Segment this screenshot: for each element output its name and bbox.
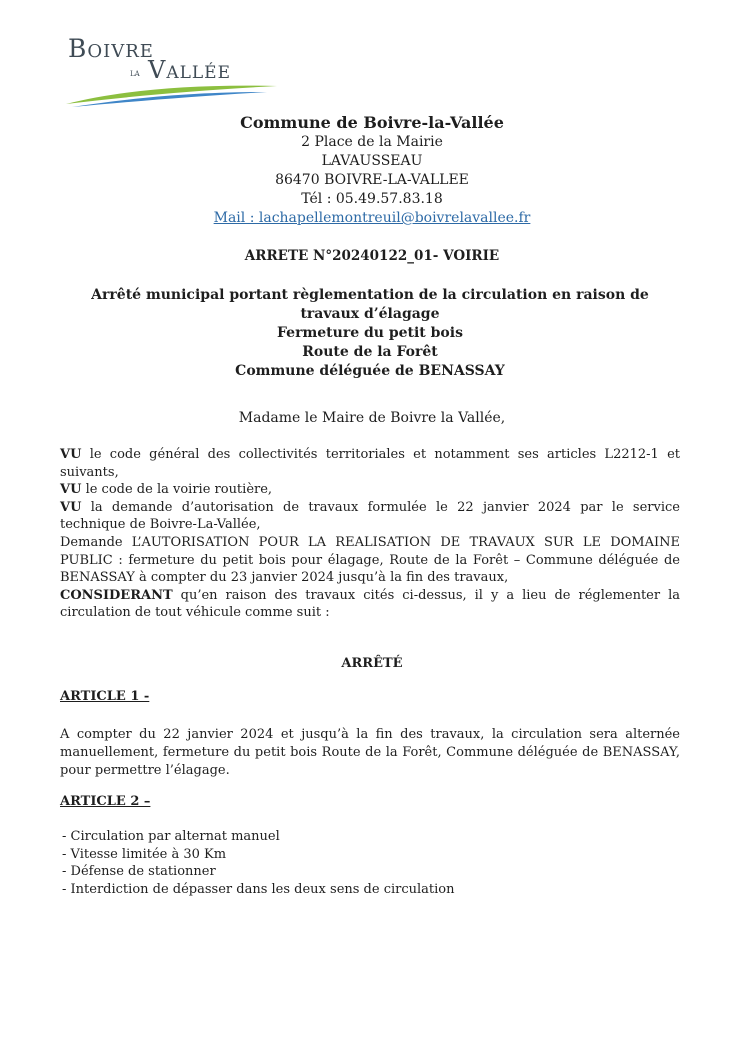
consideration-text: le code de la voirie routière, <box>81 482 273 498</box>
logo-text-vallee: Vallée <box>148 56 232 84</box>
address-line-3: 86470 BOIVRE-LA-VALLEE <box>275 172 469 188</box>
consideration-2 <box>60 481 680 499</box>
consideration-lead: VU <box>60 447 82 462</box>
considerations <box>60 446 680 622</box>
consideration-lead: CONSIDERANT <box>60 587 173 603</box>
consideration-3 <box>60 499 680 534</box>
consideration-text: Demande L’AUTORISATION POUR LA REALISATION DE TRAVAUX SUR LE DOMAINE PUBLIC : fermeture du petit bois pour élagage, Route de la Forêt – Commune déléguée de BENASSAY à compter du 23 janvier 2024 jusqu’à la fin des travaux, <box>60 534 680 586</box>
list-item: - Défense de stationner <box>62 863 455 881</box>
consideration-text: la demande d’autorisation de travaux formulée le 22 janvier 2024 par le service technique de Boivre-La-Vallée, <box>60 499 680 533</box>
consideration-4 <box>60 534 680 587</box>
subject-line-1: Arrêté municipal portant règlementation de la circulation en raison de travaux d’élagage <box>91 287 649 322</box>
phone-number: Tél : 05.49.57.83.18 <box>301 191 443 207</box>
commune-name: Commune de Boivre-la-Vallée <box>240 113 504 132</box>
logo-text-la: la <box>130 68 140 79</box>
consideration-text: le code général des collectivités territoriales et notamment ses articles L2212-1 et suivants, <box>60 447 680 480</box>
salutation: Madame le Maire de Boivre la Vallée, <box>238 410 506 426</box>
consideration-lead: VU <box>60 499 82 515</box>
arrete-title: ARRÊTÉ <box>341 656 403 671</box>
logo-swoosh-icon <box>62 78 282 108</box>
subject-line-4: Commune déléguée de BENASSAY <box>235 363 505 379</box>
arrete-number: ARRETE N°20240122_01- VOIRIE <box>244 248 500 264</box>
email-link[interactable]: Mail : lachapellemontreuil@boivrelavallee.fr <box>213 210 531 226</box>
consideration-lead: VU <box>60 482 82 498</box>
arrete-subject <box>70 286 670 381</box>
list-item: - Vitesse limitée à 30 Km <box>62 846 455 864</box>
address-line-1: 2 Place de la Mairie <box>301 134 443 150</box>
commune-header <box>0 113 744 228</box>
logo-text-boivre: Boivre <box>68 34 154 63</box>
article-1-title: ARTICLE 1 - <box>60 689 150 704</box>
subject-line-3: Route de la Forêt <box>302 344 438 360</box>
article-1-text: A compter du 22 janvier 2024 et jusqu’à la fin des travaux, la circulation sera alternée manuellement, fermeture du petit bois Route de la Forêt, Commune déléguée de BENASSAY, pour permettre l’élagage. <box>60 727 680 778</box>
list-item: - Interdiction de dépasser dans les deux sens de circulation <box>62 881 455 899</box>
consideration-5 <box>60 587 680 622</box>
consideration-1 <box>60 446 680 481</box>
article-2-title: ARTICLE 2 – <box>60 794 151 809</box>
consideration-text: qu’en raison des travaux cités ci-dessus, il y a lieu de réglementer la circulation de tout véhicule comme suit : <box>60 587 680 621</box>
address-line-2: LAVAUSSEAU <box>321 153 423 169</box>
subject-line-2: Fermeture du petit bois <box>277 325 463 341</box>
boivre-la-vallee-logo <box>62 30 282 112</box>
list-item: - Circulation par alternat manuel <box>62 828 455 846</box>
article-2-list <box>62 828 455 898</box>
